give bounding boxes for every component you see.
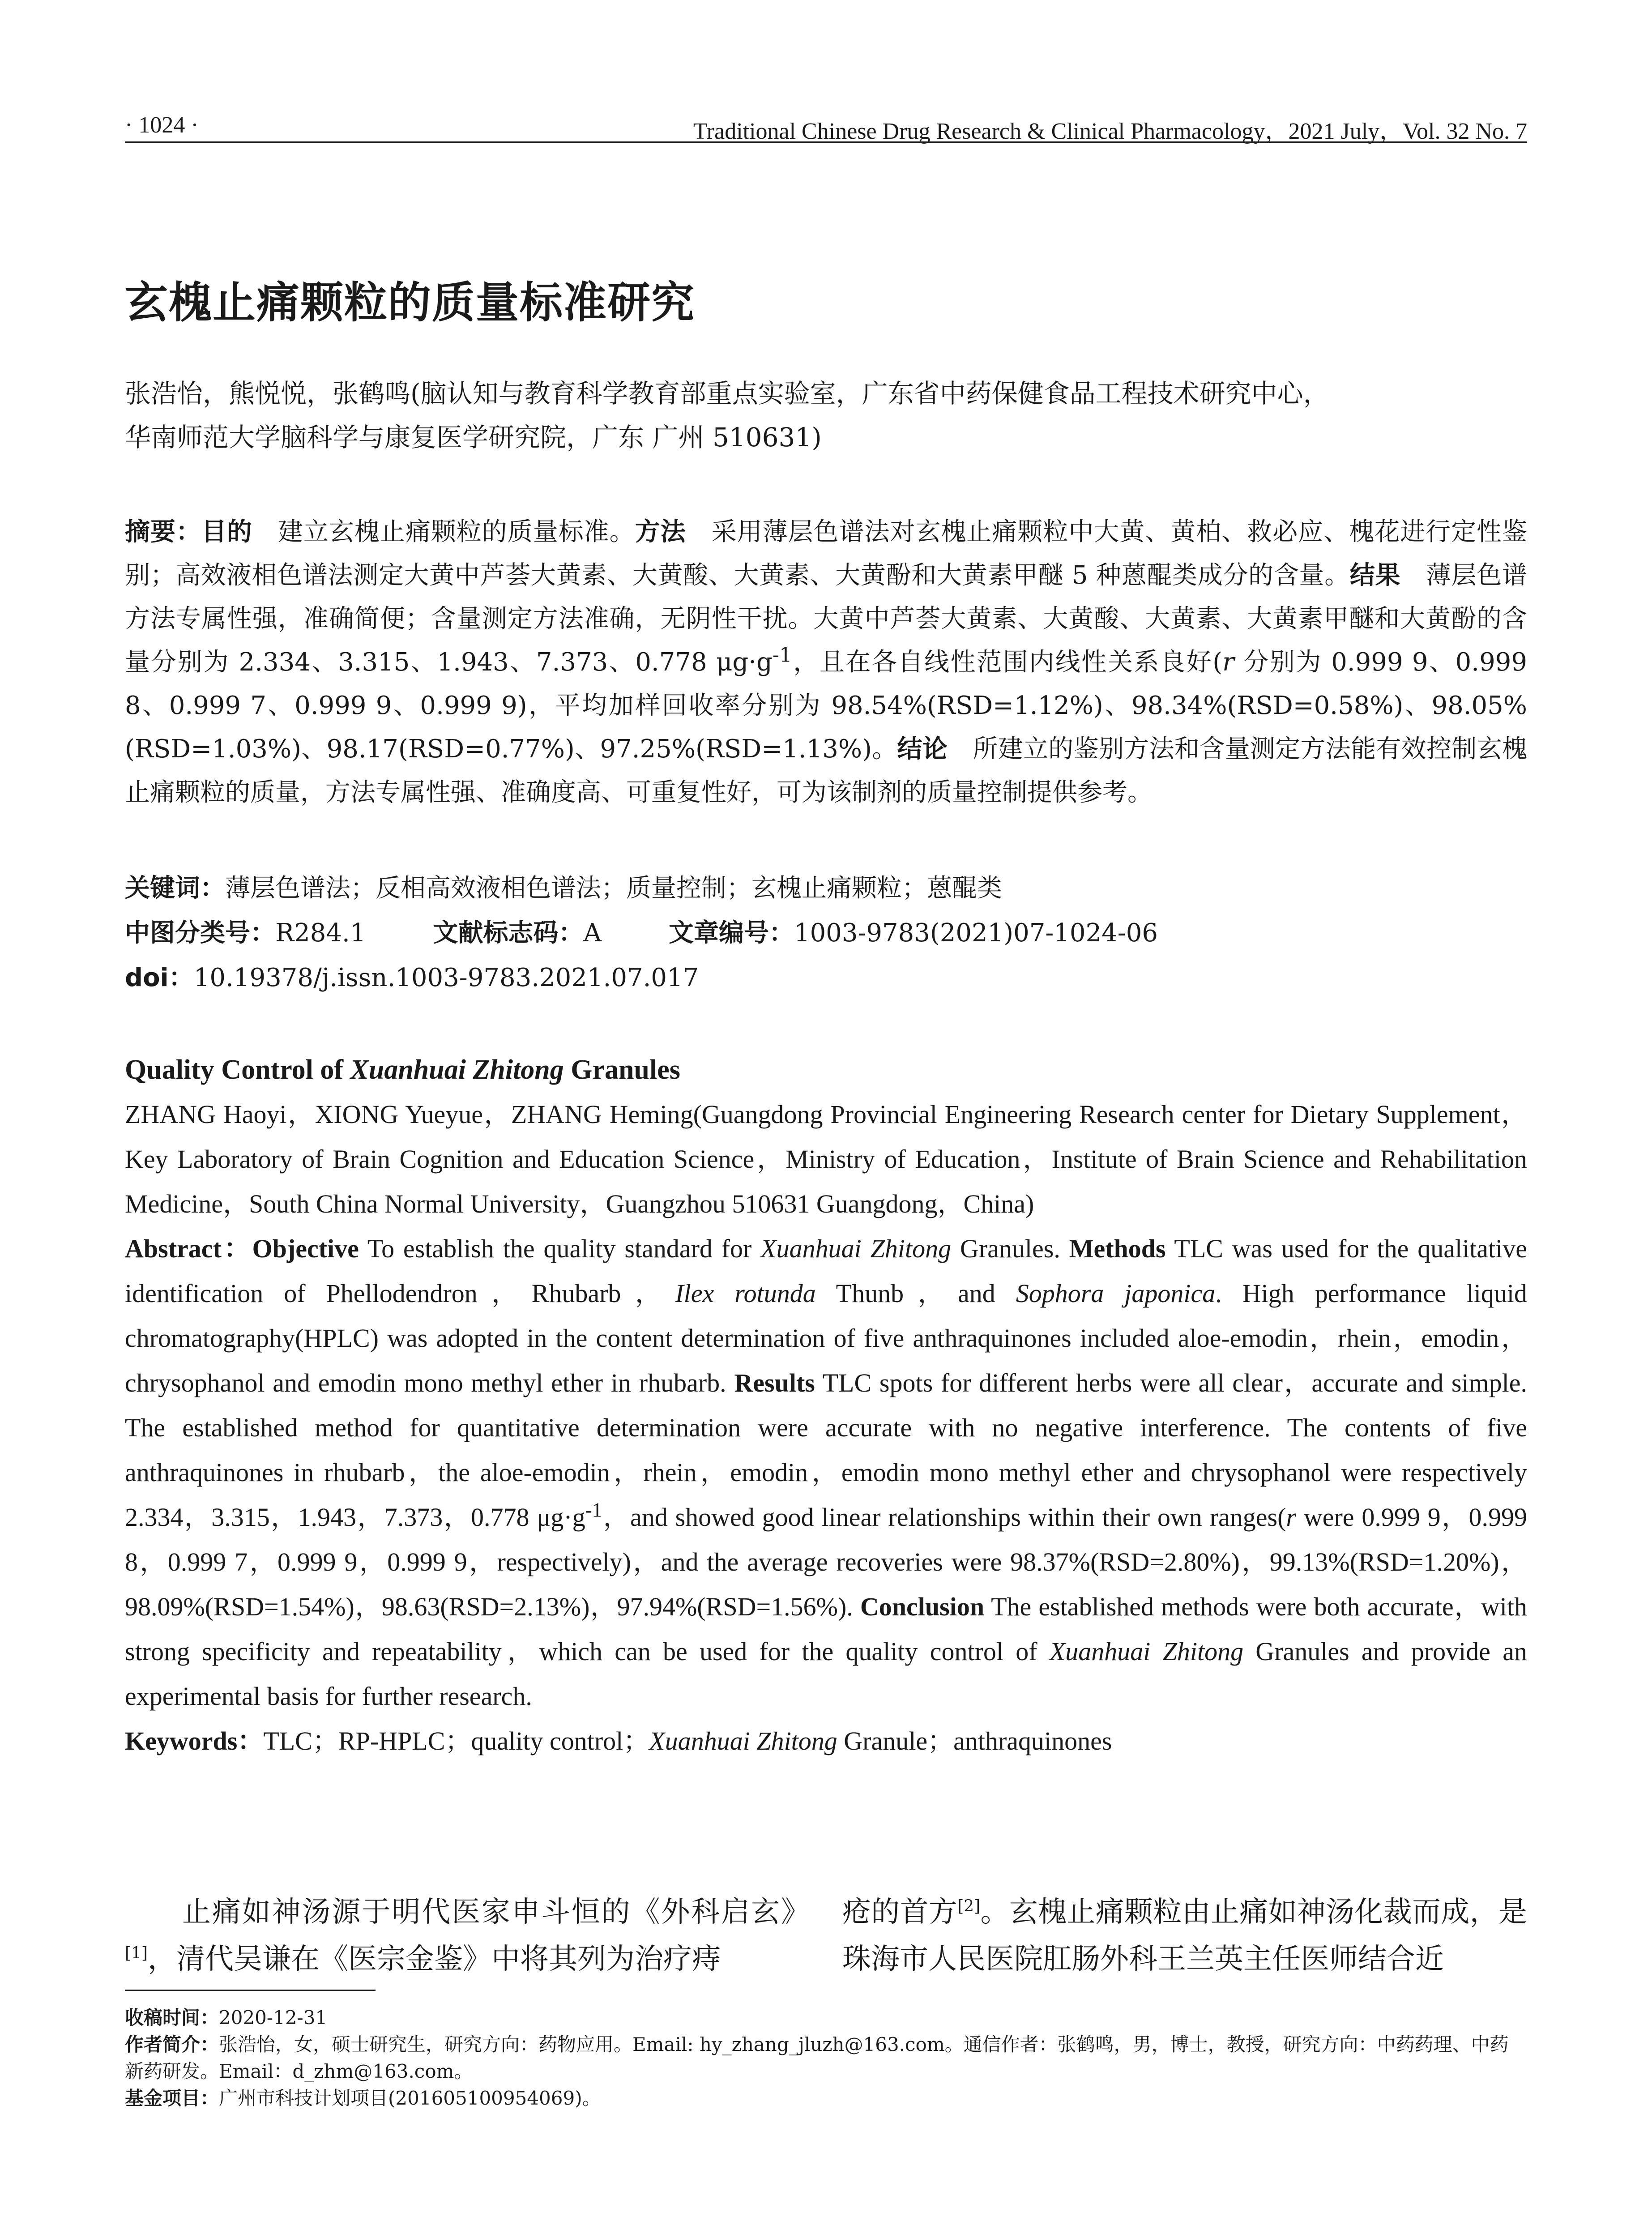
- objective-en-text-2: Granules.: [951, 1234, 1069, 1263]
- abstract-cn-label: 摘要：: [125, 517, 201, 547]
- results-cn-text-3: 分别为 0.999 9、0.999 8、0.999 7、0.999 9、0.999 9)，平均加样回收率分别为 98.54%(RSD=1.12%)、98.34%(RSD=0.58%)、98.05%(RSD=1.03%)、98.17(RSD=0.77%)、97.25%(RSD=1.13%)。: [125, 648, 1527, 764]
- results-en-r: r: [1286, 1503, 1296, 1532]
- abstract-en: [125, 1226, 1527, 1719]
- results-cn-text-1: 薄层色谱方法专属性强，准确简便；含量测定方法准确，无阴性干扰。大黄中芦荟大黄素、大黄酸、大黄素、大黄素甲醚和大黄酚的含量分别为 2.334、3.315、1.943、7.373、0.778 μg·g: [125, 561, 1528, 677]
- journal-info: Traditional Chinese Drug Research & Clinical Pharmacology，2021 July，Vol. 32 No. 7: [693, 119, 1527, 144]
- author-bio: 张浩怡，女，硕士研究生，研究方向：药物应用。Email: hy_zhang_jluzh@163.com。通信作者：张鹤鸣，男，博士，教授，研究方向：中药药理、中药新药研发。Email：d_zhm@163.com。: [125, 2033, 1509, 2082]
- doi-value[interactable]: 10.19378/j.issn.1003-9783.2021.07.017: [193, 963, 699, 992]
- methods-en-text-3: . High performance liquid chromatography(HPLC) was adopted in the content determination of five anthraquinones included aloe-emodin，rhein，emodin，chrysophanol and emodin mono methyl ether in rhubarb.: [125, 1279, 1528, 1397]
- citation-1[interactable]: [1]: [125, 1944, 148, 1963]
- page-number: · 1024 ·: [125, 112, 199, 138]
- objective-en-italic: Xuanhuai Zhitong: [760, 1234, 952, 1263]
- doi-label: doi：: [125, 963, 194, 992]
- meta-cn: [125, 866, 1527, 1000]
- citation-2[interactable]: [2]: [957, 1897, 981, 1916]
- objective-cn-text: 建立玄槐止痛颗粒的质量标准。: [277, 517, 635, 547]
- keywords-en-label: Keywords：: [125, 1726, 264, 1755]
- objective-cn-label: 目的: [201, 517, 252, 547]
- body-left-text-2: ，清代吴谦在《医宗金鉴》中将其列为治疗痔: [148, 1943, 721, 1976]
- body-column-left: [125, 1889, 810, 1983]
- conclusion-en-text-2: Granules and provide an experimental basis for further research.: [125, 1637, 1528, 1711]
- body-right-text-2: 。玄槐止痛颗粒由止痛如神汤化裁而成，是珠海市人民医院肛肠外科王兰英主任医师结合近: [842, 1896, 1527, 1976]
- title-en-pre: Quality Control of: [125, 1055, 350, 1085]
- body-column-right: [842, 1889, 1527, 1983]
- title-en-post: Granules: [563, 1055, 680, 1085]
- header-rule: [125, 141, 1527, 143]
- abstract-en-label: Abstract：: [125, 1234, 252, 1263]
- keywords-cn-text: 薄层色谱法；反相高效液相色谱法；质量控制；玄槐止痛颗粒；蒽醌类: [225, 874, 1002, 903]
- footnotes: [125, 2004, 1527, 2112]
- results-cn-label: 结果: [1349, 561, 1401, 590]
- objective-en-text-1: To establish the quality standard for: [359, 1234, 761, 1263]
- doi-row: [125, 956, 1527, 1000]
- running-header: [125, 112, 1527, 143]
- footnote-author: [125, 2031, 1527, 2085]
- methods-en-italic-1: Ilex rotunda: [675, 1279, 816, 1308]
- article-no-value: 1003-9783(2021)07-1024-06: [794, 918, 1158, 948]
- body-left-text-1: 止痛如神汤源于明代医家申斗恒的《外科启玄》: [182, 1896, 810, 1929]
- results-en-text-2: ，and showed good linear relationships within their own ranges(: [602, 1503, 1286, 1532]
- clc-value: R284.1: [275, 918, 366, 948]
- footnote-fund: [125, 2085, 1527, 2112]
- results-en-label: Results: [734, 1368, 815, 1397]
- title-cn: 玄槐止痛颗粒的质量标准研究: [125, 278, 695, 328]
- authors-cn-line-2: 华南师范大学脑科学与康复医学研究院，广东 广州 510631): [125, 422, 822, 453]
- keywords-en: [125, 1719, 1527, 1764]
- article-no-label: 文章编号：: [668, 918, 794, 948]
- footnote-received: [125, 2004, 1527, 2031]
- conclusion-en-italic: Xuanhuai Zhitong: [1049, 1637, 1244, 1666]
- abstract-cn: [125, 510, 1527, 814]
- methods-cn-text: 采用薄层色谱法对玄槐止痛颗粒中大黄、黄柏、救必应、槐花进行定性鉴别；高效液相色谱法测定大黄中芦荟大黄素、大黄酸、大黄素、大黄酚和大黄素甲醚 5 种蒽醌类成分的含量。: [125, 517, 1528, 590]
- doc-code-label: 文献标志码：: [433, 918, 584, 948]
- body-text: [125, 1889, 1527, 1983]
- results-cn-r: r: [1222, 648, 1234, 677]
- author-bio-label: 作者简介：: [125, 2033, 219, 2055]
- title-en-italic: Xuanhuai Zhitong: [350, 1055, 564, 1085]
- methods-en-label: Methods: [1069, 1234, 1166, 1263]
- conclusion-en-label: Conclusion: [860, 1592, 985, 1621]
- results-en-text-1: TLC spots for different herbs were all clear，accurate and simple. The established method for quantitative determination were accurate with no negative interference. The contents of five anthraquinones in rhubarb，the aloe-emodin，rhein，emodin，emodin mono methyl ether and chrysophanol were respectively 2.334，3.315，1.943，7.373，0.778 μg·g: [125, 1368, 1527, 1532]
- results-en-sup: -1: [585, 1499, 602, 1521]
- conclusion-cn-label: 结论: [897, 735, 948, 764]
- received-label: 收稿时间：: [125, 2007, 219, 2029]
- classification-row: [125, 911, 1527, 956]
- results-cn-text-2: ，且在各自线性范围内线性关系良好(: [792, 648, 1223, 677]
- results-en-text-3: were 0.999 9，0.999 8，0.999 7，0.999 9，0.999 9，respectively)，and the average recoveries were 98.37%(RSD=2.80%)，99.13%(RSD=1.20%)，98.09%(RSD=1.54%)，98.63(RSD=2.13%)，97.94%(RSD=1.56%).: [125, 1503, 1527, 1621]
- results-cn-sup: -1: [772, 643, 792, 667]
- authors-cn: [125, 372, 1527, 459]
- received-date: 2020-12-31: [219, 2007, 328, 2029]
- keywords-en-italic: Xuanhuai Zhitong: [649, 1726, 837, 1755]
- keywords-cn-label: 关键词：: [125, 874, 225, 903]
- methods-en-text-1: TLC was used for the qualitative identification of Phellodendron，Rhubarb，: [125, 1234, 1528, 1308]
- body-right-text-1: 疮的首方: [842, 1896, 958, 1929]
- methods-cn-label: 方法: [635, 517, 686, 547]
- keywords-cn: [125, 866, 1527, 911]
- conclusion-en-text-1: The established methods were both accurate，with strong specificity and repeatability，which can be used for the quality control of: [125, 1592, 1527, 1666]
- objective-en-label: Objective: [252, 1234, 359, 1263]
- keywords-en-text-2: Granule；anthraquinones: [837, 1726, 1112, 1755]
- clc-label: 中图分类号：: [125, 918, 275, 948]
- keywords-en-text-1: TLC；RP-HPLC；quality control；: [263, 1726, 649, 1755]
- title-en: [125, 1047, 1527, 1092]
- english-section: [125, 1047, 1527, 1764]
- footnote-rule: [125, 1990, 376, 1991]
- fund-value: 广州市科技计划项目(201605100954069)。: [219, 2087, 601, 2109]
- authors-en: ZHANG Haoyi，XIONG Yueyue，ZHANG Heming(Guangdong Provincial Engineering Research center for Dietary Supplement，Key Laboratory of Brain Cognition and Education Science，Ministry of Education，Institute of Brain Science and Rehabilitation Medicine，South China Normal University，Guangzhou 510631 Guangdong，China): [125, 1100, 1527, 1218]
- methods-en-text-2: Thunb，and: [815, 1279, 1016, 1308]
- authors-cn-line-1: 张浩怡，熊悦悦，张鹤鸣(脑认知与教育科学教育部重点实验室，广东省中药保健食品工程技术研究中心，: [125, 378, 1329, 409]
- methods-en-italic-2: Sophora japonica: [1016, 1279, 1216, 1308]
- fund-label: 基金项目：: [125, 2087, 219, 2109]
- doc-code-value: A: [583, 918, 602, 948]
- conclusion-cn-text: 所建立的鉴别方法和含量测定方法能有效控制玄槐止痛颗粒的质量，方法专属性强、准确度高、可重复性好，可为该制剂的质量控制提供参考。: [125, 735, 1528, 807]
